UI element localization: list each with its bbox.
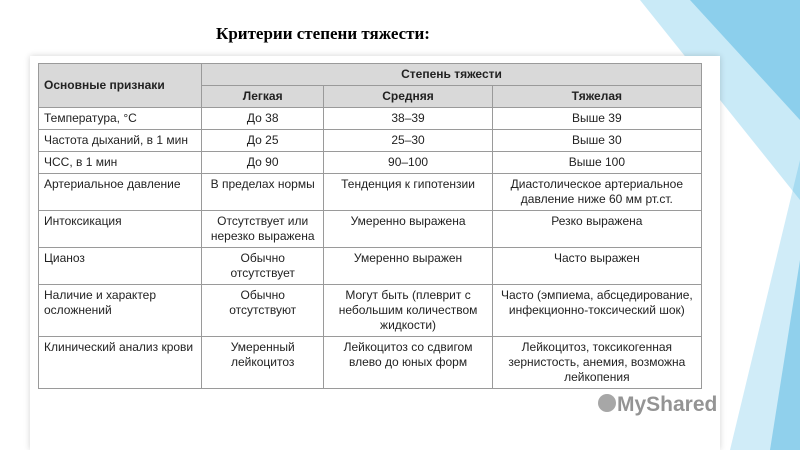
row-mild: Обычно отсутствует bbox=[202, 248, 324, 285]
row-moderate: Тенденция к гипотензии bbox=[324, 174, 492, 211]
row-mild: До 90 bbox=[202, 152, 324, 174]
header-main-features: Основные признаки bbox=[39, 64, 202, 108]
table-row bbox=[39, 130, 702, 152]
row-mild: До 38 bbox=[202, 108, 324, 130]
table-row bbox=[39, 152, 702, 174]
table-row bbox=[39, 248, 702, 285]
row-moderate: Лейкоцитоз со сдвигом влево до юных форм bbox=[324, 337, 492, 389]
header-level-moderate: Средняя bbox=[324, 86, 492, 108]
table-row bbox=[39, 108, 702, 130]
row-severe: Часто (эмпиема, абсцедирование, инфекционно-токсический шок) bbox=[492, 285, 701, 337]
row-feature: ЧСС, в 1 мин bbox=[39, 152, 202, 174]
row-feature: Температура, °С bbox=[39, 108, 202, 130]
row-severe: Выше 30 bbox=[492, 130, 701, 152]
row-mild: Умеренный лейкоцитоз bbox=[202, 337, 324, 389]
row-severe: Часто выражен bbox=[492, 248, 701, 285]
slide-title: Критерии степени тяжести: bbox=[216, 24, 430, 43]
watermark-text: MyShared bbox=[617, 393, 718, 416]
header-severity-group: Степень тяжести bbox=[202, 64, 702, 86]
row-feature: Цианоз bbox=[39, 248, 202, 285]
row-moderate: Умеренно выражен bbox=[324, 248, 492, 285]
row-feature: Интоксикация bbox=[39, 211, 202, 248]
watermark-icon bbox=[598, 394, 616, 412]
table-row bbox=[39, 285, 702, 337]
row-feature: Клинический анализ крови bbox=[39, 337, 202, 389]
row-mild: До 25 bbox=[202, 130, 324, 152]
severity-table bbox=[38, 63, 702, 389]
table-row bbox=[39, 211, 702, 248]
table-row bbox=[39, 337, 702, 389]
row-severe: Резко выражена bbox=[492, 211, 701, 248]
row-severe: Выше 39 bbox=[492, 108, 701, 130]
header-level-severe: Тяжелая bbox=[492, 86, 701, 108]
row-moderate: 90–100 bbox=[324, 152, 492, 174]
row-mild: Обычно отсутствуют bbox=[202, 285, 324, 337]
row-moderate: Умеренно выражена bbox=[324, 211, 492, 248]
table-header-row bbox=[39, 64, 702, 86]
row-severe: Выше 100 bbox=[492, 152, 701, 174]
row-feature: Частота дыханий, в 1 мин bbox=[39, 130, 202, 152]
header-level-mild: Легкая bbox=[202, 86, 324, 108]
row-moderate: 25–30 bbox=[324, 130, 492, 152]
row-severe: Лейкоцитоз, токсикогенная зернистость, анемия, возможна лейкопения bbox=[492, 337, 701, 389]
row-feature: Артериальное давление bbox=[39, 174, 202, 211]
row-mild: В пределах нормы bbox=[202, 174, 324, 211]
row-moderate: 38–39 bbox=[324, 108, 492, 130]
table-row bbox=[39, 174, 702, 211]
row-mild: Отсутствует или нерезко выражена bbox=[202, 211, 324, 248]
row-feature: Наличие и характер осложнений bbox=[39, 285, 202, 337]
row-severe: Диастолическое артериальное давление ниже 60 мм рт.ст. bbox=[492, 174, 701, 211]
row-moderate: Могут быть (плеврит с небольшим количеством жидкости) bbox=[324, 285, 492, 337]
